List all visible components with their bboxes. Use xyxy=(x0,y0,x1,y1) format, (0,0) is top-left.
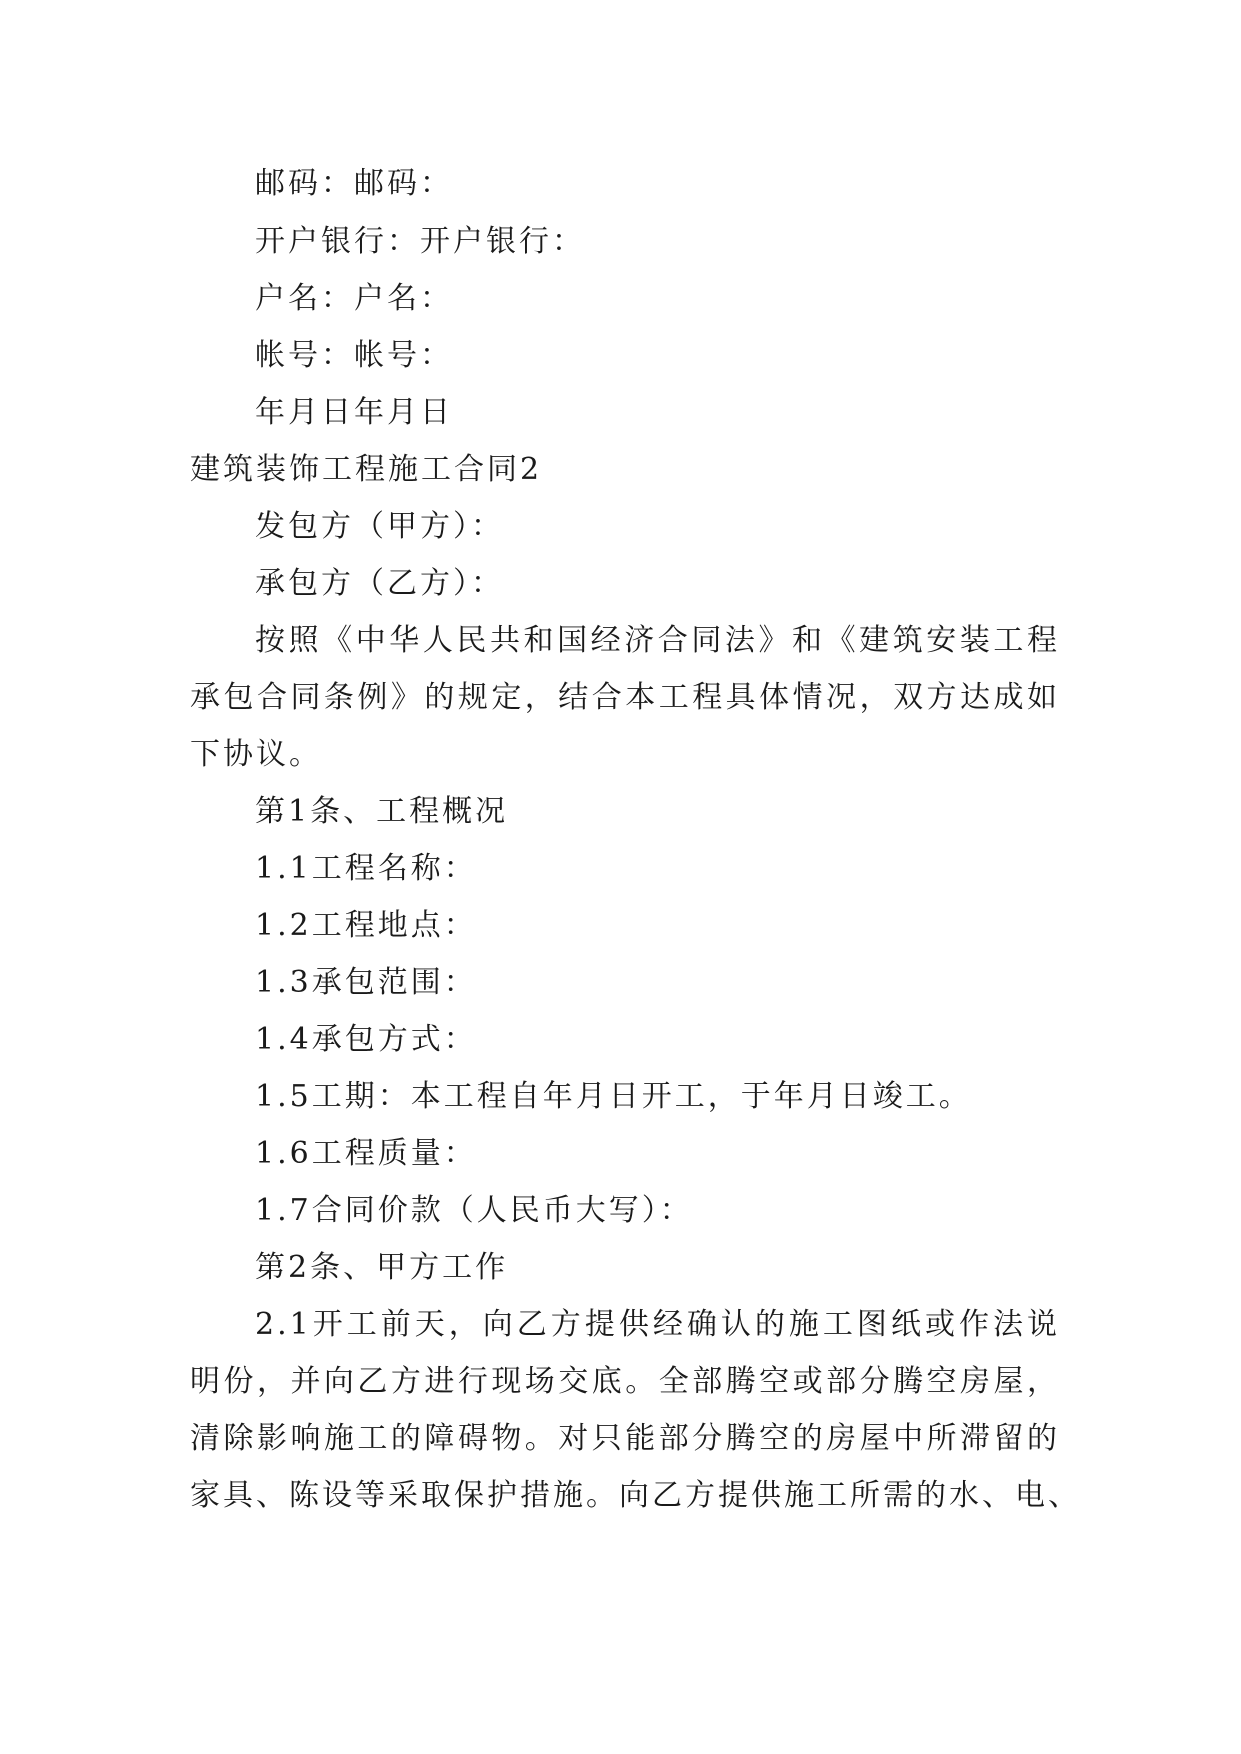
clause-2-1-line-1: 2.1开工前天，向乙方提供经确认的施工图纸或作法说 xyxy=(255,1307,1060,1342)
account-name-line: 户名：户名： xyxy=(255,281,453,316)
date-line: 年月日年月日 xyxy=(255,395,453,430)
clause-1-7: 1.7合同价款（人民币大写）： xyxy=(255,1193,693,1228)
party-b-line: 承包方（乙方）： xyxy=(255,566,504,601)
article-1-heading: 第1条、工程概况 xyxy=(255,794,509,829)
preamble-line-1: 按照《中华人民共和国经济合同法》和《建筑安装工程 xyxy=(255,623,1060,658)
clause-2-1-line-2: 明份，并向乙方进行现场交底。全部腾空或部分腾空房屋， xyxy=(190,1364,1060,1399)
article-2-heading: 第2条、甲方工作 xyxy=(255,1250,509,1285)
clause-1-3: 1.3承包范围： xyxy=(255,965,477,1000)
clause-1-2: 1.2工程地点： xyxy=(255,908,477,943)
clause-2-1-line-4: 家具、陈设等采取保护措施。向乙方提供施工所需的水、电、 xyxy=(190,1478,1081,1513)
party-a-line: 发包方（甲方）： xyxy=(255,509,504,544)
contract-title: 建筑装饰工程施工合同2 xyxy=(190,452,543,487)
clause-1-5: 1.5工期：本工程自年月日开工，于年月日竣工。 xyxy=(255,1079,972,1114)
preamble-line-2: 承包合同条例》的规定，结合本工程具体情况，双方达成如 xyxy=(190,680,1060,715)
clause-2-1-line-3: 清除影响施工的障碍物。对只能部分腾空的房屋中所滞留的 xyxy=(190,1421,1060,1456)
bank-line: 开户银行：开户银行： xyxy=(255,224,585,259)
clause-1-1: 1.1工程名称： xyxy=(255,851,477,886)
clause-1-4: 1.4承包方式： xyxy=(255,1022,477,1057)
preamble-line-3: 下协议。 xyxy=(190,737,322,772)
clause-1-6: 1.6工程质量： xyxy=(255,1136,477,1171)
account-number-line: 帐号：帐号： xyxy=(255,338,453,373)
postcode-line: 邮码：邮码： xyxy=(255,166,453,201)
